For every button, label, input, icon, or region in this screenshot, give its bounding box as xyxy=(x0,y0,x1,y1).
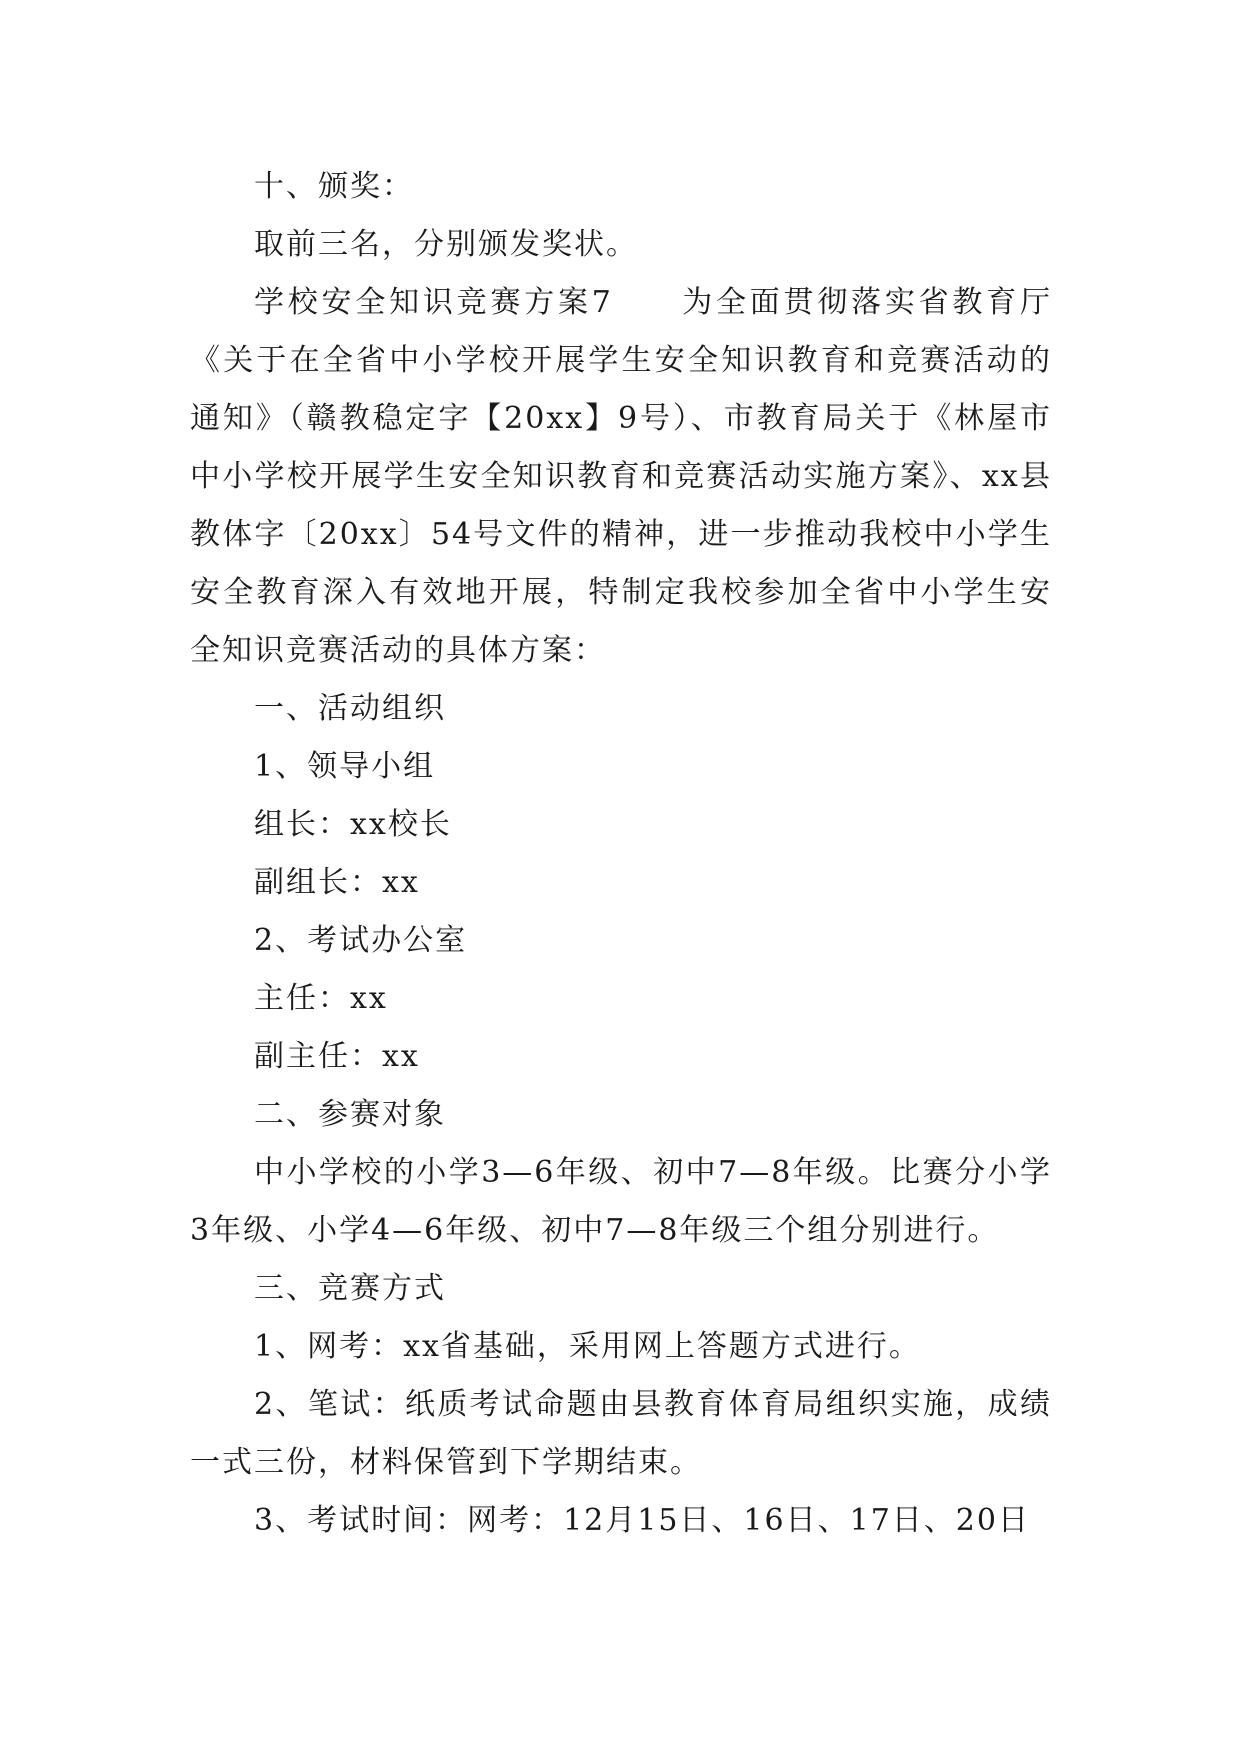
paragraph: 取前三名，分别颁发奖状。 xyxy=(254,227,638,262)
paragraph: 组长：xx校长 xyxy=(254,807,452,842)
paragraph: 2、笔试：纸质考试命题由县教育体育局组织实施，成绩一式三份，材料保管到下学期结束。 xyxy=(190,1387,1052,1480)
paragraph: 副主任：xx xyxy=(254,1039,420,1074)
paragraph-heading-format: 三、竞赛方式 xyxy=(254,1271,446,1306)
paragraph-heading-organization: 一、活动组织 xyxy=(254,691,446,726)
paragraph-intro: 学校安全知识竞赛方案7 为全面贯彻落实省教育厅《关于在全省中小学校开展学生安全知识教育和竞赛活动的通知》（赣教稳定字【20xx】9号）、市教育局关于《林屋市中小学校开展学生安全知识教育和竞赛活动实施方案》、xx县教体字〔20xx〕54号文件的精神，进一步推动我校中小学生安全教育深入有效地开展，特制定我校参加全省中小学生安全知识竞赛活动的具体方案： xyxy=(190,285,1052,668)
paragraph: 副组长：xx xyxy=(254,865,420,900)
paragraph: 中小学校的小学3—6年级、初中7—8年级。比赛分小学3年级、小学4—6年级、初中7—8年级三个组分别进行。 xyxy=(190,1155,1052,1248)
paragraph: 主任：xx xyxy=(254,981,388,1016)
paragraph: 1、领导小组 xyxy=(254,749,436,784)
document-body xyxy=(190,158,1052,1550)
paragraph: 1、网考：xx省基础，采用网上答题方式进行。 xyxy=(254,1329,921,1364)
paragraph-heading-participants: 二、参赛对象 xyxy=(254,1097,446,1132)
paragraph: 3、考试时间：网考：12月15日、16日、17日、20日 xyxy=(254,1503,1030,1538)
paragraph: 2、考试办公室 xyxy=(254,923,468,958)
paragraph-heading-awards: 十、颁奖： xyxy=(254,169,414,204)
